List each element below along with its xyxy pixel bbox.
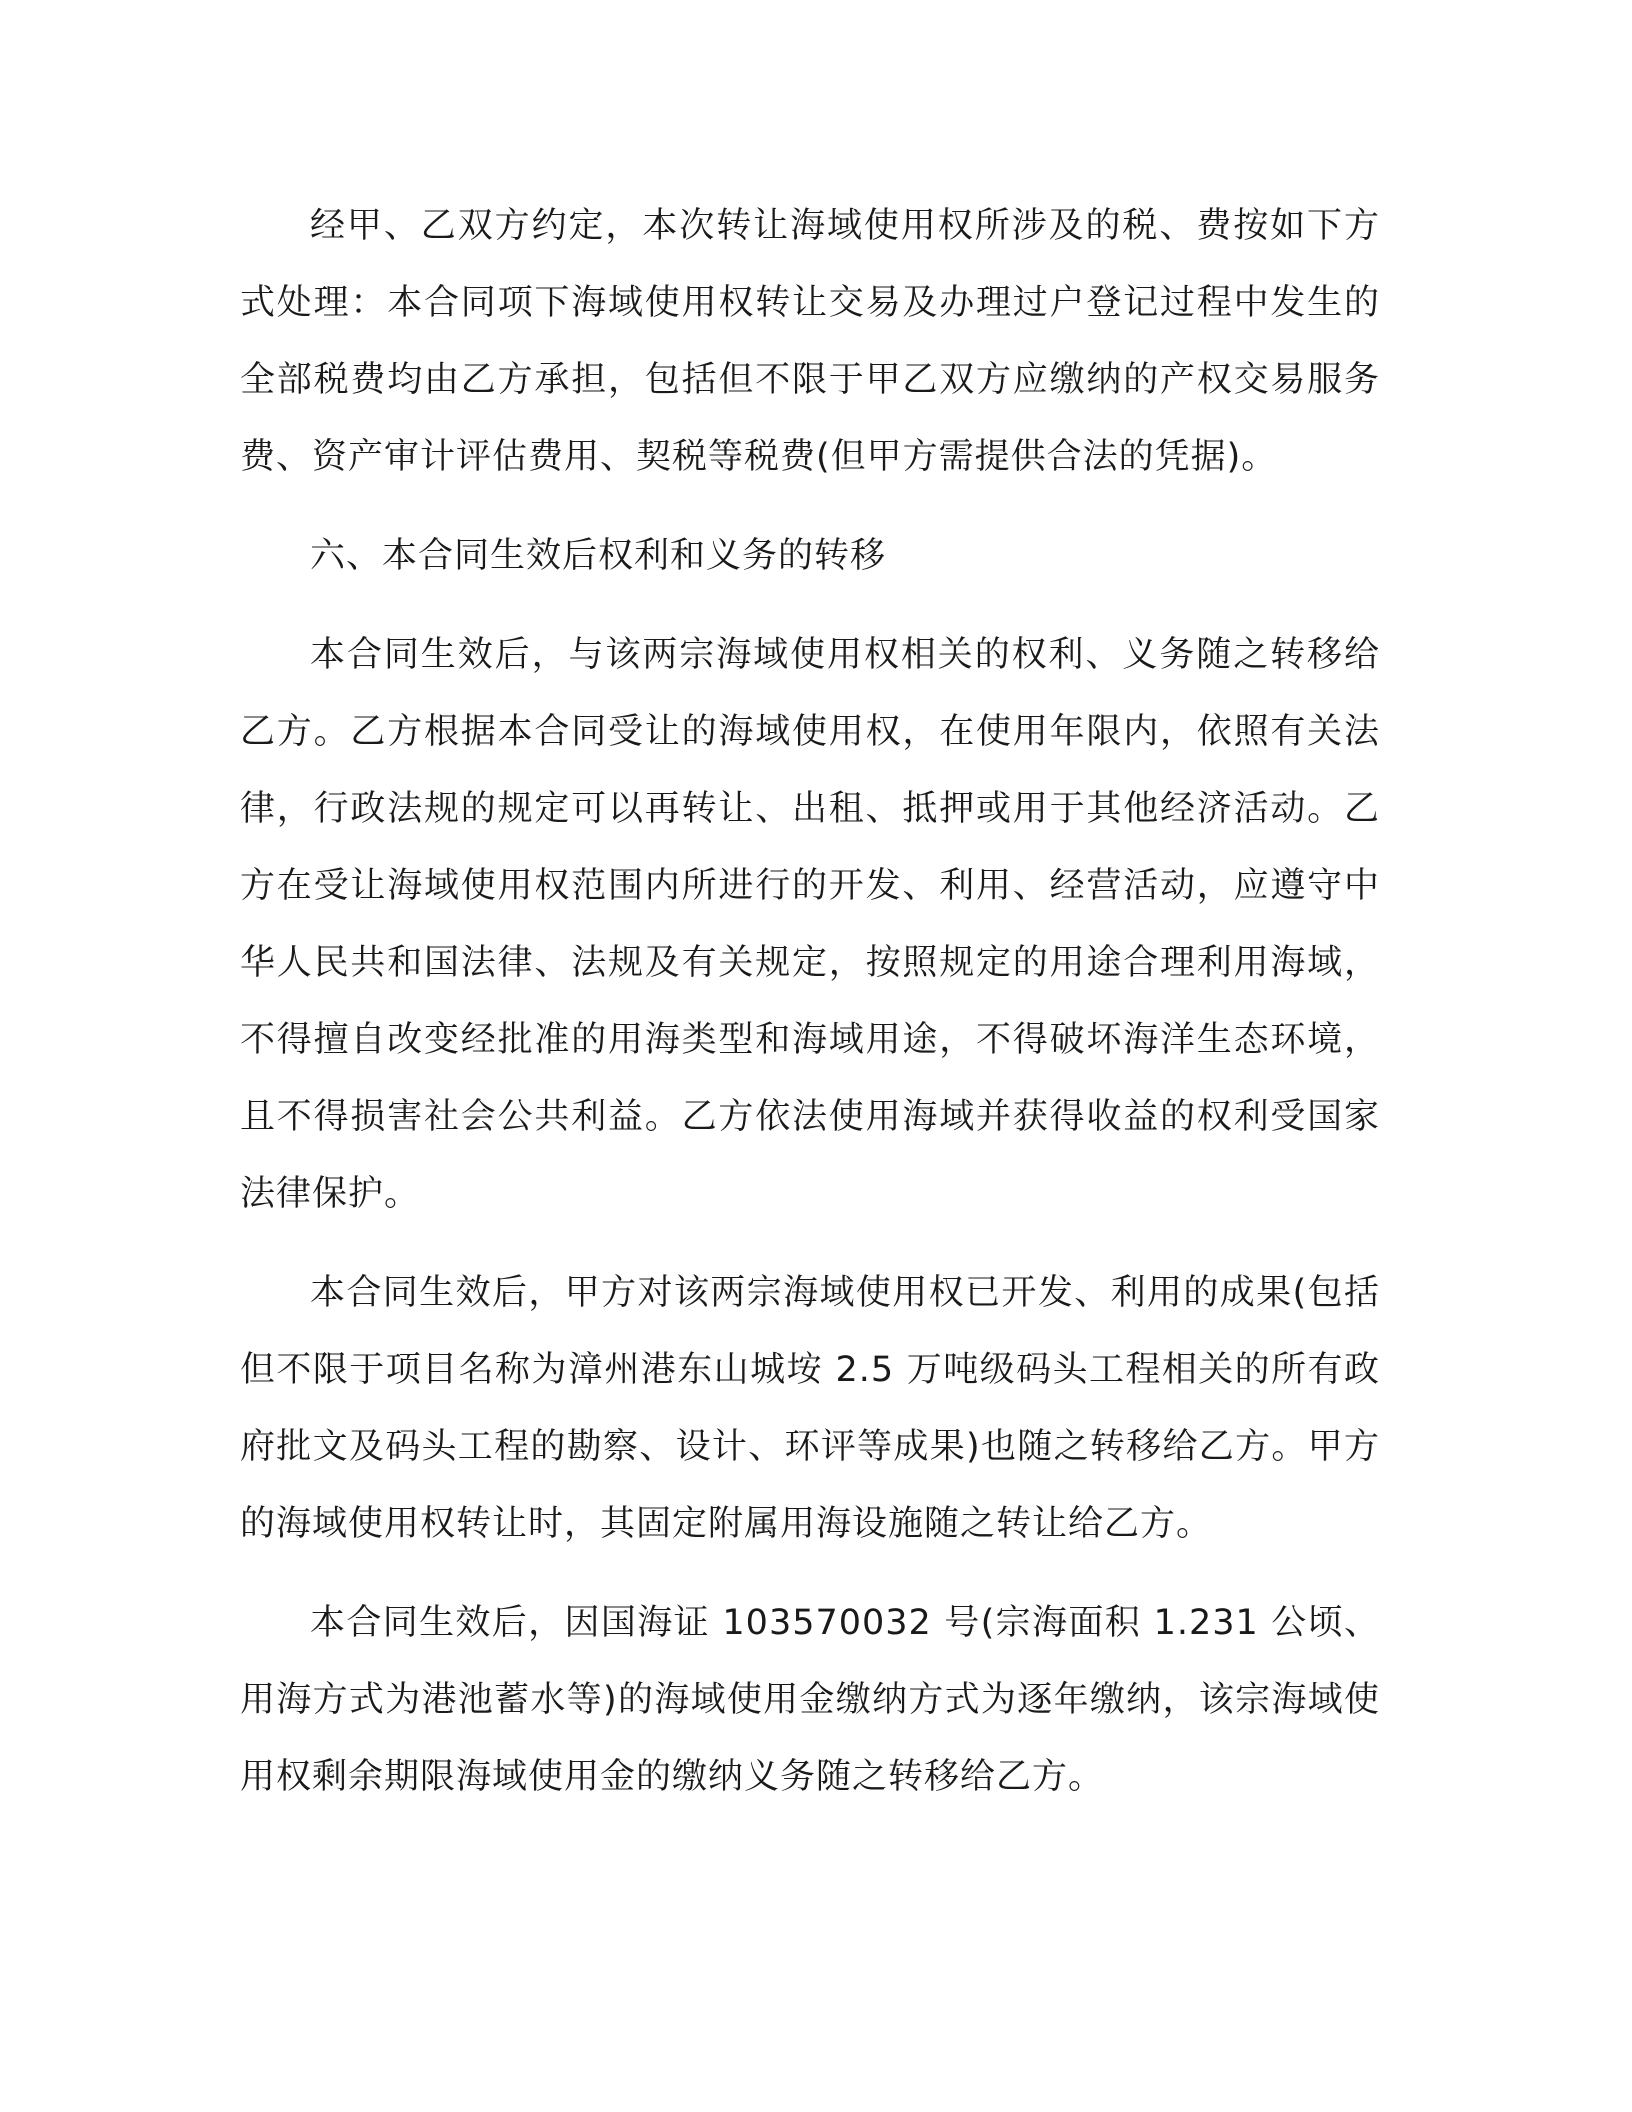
paragraph-tax-fees: 经甲、乙双方约定，本次转让海域使用权所涉及的税、费按如下方式处理：本合同项下海域使用权转让交易及办理过户登记过程中发生的全部税费均由乙方承担，包括但不限于甲乙双方应缴纳的产权交易服务费、资产审计评估费用、契税等税费(但甲方需提供合法的凭据)。 — [240, 206, 1380, 477]
document-body — [240, 188, 1380, 1816]
paragraph-fee-obligation: 本合同生效后，因国海证 103570032 号(宗海面积 1.231 公顷、用海方式为港池蓄水等)的海域使用金缴纳方式为逐年缴纳，该宗海域使用权剩余期限海域使用金的缴纳义务随之转移给乙方。 — [240, 1603, 1380, 1797]
paragraph-results-transfer: 本合同生效后，甲方对该两宗海域使用权已开发、利用的成果(包括但不限于项目名称为漳州港东山城垵 2.5 万吨级码头工程相关的所有政府批文及码头工程的勘察、设计、环评等成果)也随之转移给乙方。甲方的海域使用权转让时，其固定附属用海设施随之转让给乙方。 — [240, 1273, 1380, 1544]
paragraph-rights-transfer: 本合同生效后，与该两宗海域使用权相关的权利、义务随之转移给乙方。乙方根据本合同受让的海域使用权，在使用年限内，依照有关法律，行政法规的规定可以再转让、出租、抵押或用于其他经济活动。乙方在受让海域使用权范围内所进行的开发、利用、经营活动，应遵守中华人民共和国法律、法规及有关规定，按照规定的用途合理利用海域，不得擅自改变经批准的用海类型和海域用途，不得破坏海洋生态环境，且不得损害社会公共利益。乙方依法使用海域并获得收益的权利受国家法律保护。 — [240, 635, 1380, 1214]
section-heading-six: 六、本合同生效后权利和义务的转移 — [310, 536, 887, 576]
